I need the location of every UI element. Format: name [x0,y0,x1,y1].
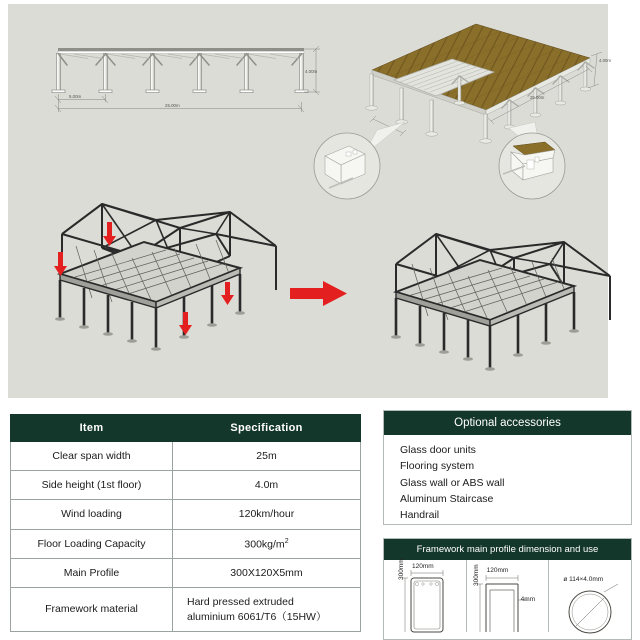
profile-drawings [384,560,631,632]
front-elevation-drawing [42,28,332,118]
iso-span-label: 25.00m [530,95,545,100]
list-item: Flooring system [400,460,475,473]
profile-height-label: 300mm [398,558,405,580]
detail-callouts [313,122,568,204]
row-spec-value: 300kg/m [244,538,285,551]
profile-thickness-label: 4mm [520,596,536,603]
row-item: Clear span width [11,442,173,471]
table-row [11,559,361,588]
accessories-title: Optional accessories [384,411,631,435]
table-row [11,471,361,500]
beam-corner-joint-detail [314,133,380,199]
row-item: Floor Loading Capacity [11,529,173,559]
profile-panel-title: Framework main profile dimension and use [384,539,631,560]
row-spec: 120km/hour [173,500,361,529]
row-spec-line-1: Hard pressed extruded [187,596,294,609]
profile-height-label: 300mm [472,564,480,586]
list-item: Aluminum Staircase [400,492,494,505]
row-spec: 25m [173,442,361,471]
row-spec: 4.0m [173,471,361,500]
row-item: Side height (1st floor) [11,471,173,500]
list-item: Glass door units [400,444,476,456]
header-item: Item [11,415,173,442]
row-item: Wind loading [11,500,173,529]
profile-dimension-panel [383,538,632,640]
beam-profile-with-wall-thickness [467,560,550,632]
row-spec: 300X120X5mm [173,559,361,588]
profile-width-label: 120mm [412,563,434,570]
list-item: Handrail [400,509,440,522]
row-item: Framework material [11,588,173,631]
iso-height-label: 4.00m [599,58,611,63]
elevation-bay-label: 5.00m [69,94,82,99]
table-row [11,588,361,631]
illustration-canvas [8,4,611,398]
header-specification: Specification [173,415,361,442]
profile-width-label: 120mm [486,567,509,574]
table-row [11,529,361,559]
row-spec-superscript: 2 [284,537,289,545]
accessories-list [384,435,631,523]
elevation-span-label: 25.00m [165,103,180,108]
specification-table [10,414,361,632]
exploded-frame-view [40,190,310,390]
optional-accessories-panel [383,410,632,525]
profile-diameter-label: ø 114×4.0mm [563,576,604,583]
deck-beam-connection-detail [499,133,565,199]
list-item: Glass wall or ABS wall [400,476,505,489]
assembled-frame-view [378,222,618,392]
rectangular-extrusion-profile [384,560,467,632]
transition-arrow [290,280,350,308]
row-item: Main Profile [11,559,173,588]
table-header-row [11,415,361,442]
table-row [11,442,361,471]
row-spec [173,529,361,559]
elevation-height-label: 4.00m [305,69,318,74]
table-row [11,500,361,529]
round-tube-profile [549,560,631,632]
row-spec [173,588,361,631]
row-spec-line-2: aluminium 6061/T6（15HW） [187,610,327,623]
